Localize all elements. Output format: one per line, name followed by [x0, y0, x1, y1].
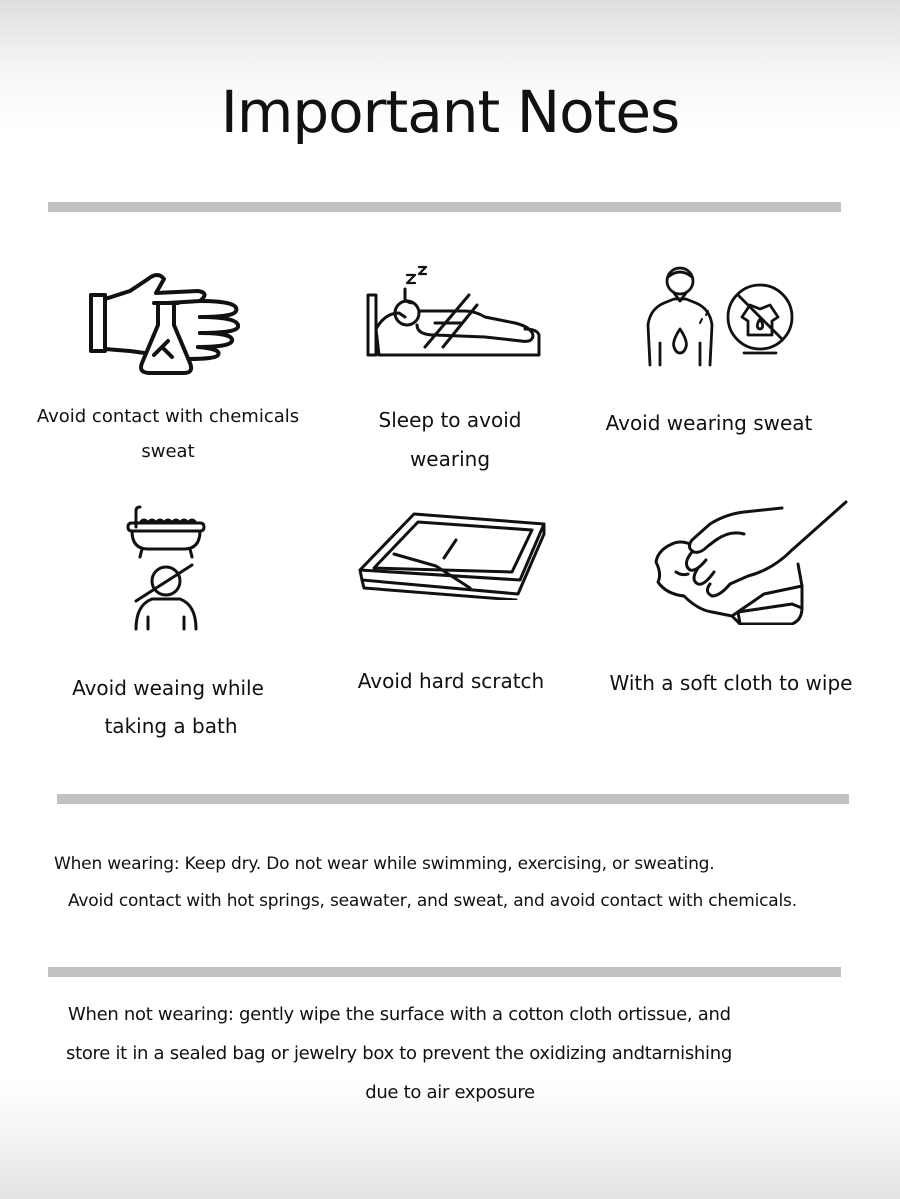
wearing-note-line2: Avoid contact with hot springs, seawater, and sweat, and avoid contact with chemicals.	[68, 891, 797, 911]
divider-bottom	[48, 967, 841, 977]
sweating-person-icon	[642, 265, 797, 367]
not-wearing-note-line3: due to air exposure	[365, 1082, 535, 1103]
not-wearing-note-line1: When not wearing: gently wipe the surface with a cotton cloth ortissue, and	[68, 1004, 731, 1025]
tip-sleep-line1: Sleep to avoid	[378, 408, 522, 432]
scratched-surface-icon	[358, 510, 548, 600]
tip-cloth-line1: With a soft cloth to wipe	[609, 671, 853, 695]
tip-bath-line2: taking a bath	[104, 714, 238, 738]
tip-sweat-line1: Avoid wearing sweat	[605, 411, 813, 435]
tip-bath-line1: Avoid weaing while	[72, 676, 264, 700]
tip-scratch-line1: Avoid hard scratch	[357, 669, 545, 693]
not-wearing-note-line2: store it in a sealed bag or jewelry box to prevent the oxidizing andtarnishing	[66, 1043, 732, 1064]
tip-chemicals-line1: Avoid contact with chemicals	[36, 406, 300, 427]
divider-middle	[57, 794, 849, 804]
tip-sleep-line2: wearing	[409, 447, 491, 471]
hand-wiping-cloth-icon	[652, 500, 848, 625]
divider-top	[48, 202, 841, 212]
sleeping-person-icon	[365, 265, 543, 360]
page-title: Important Notes	[220, 78, 680, 146]
wearing-note-line1: When wearing: Keep dry. Do not wear while swimming, exercising, or sweating.	[54, 854, 715, 874]
tip-chemicals-line2: sweat	[141, 441, 195, 462]
hand-chemical-flask-icon	[88, 265, 248, 377]
bathtub-person-icon	[126, 505, 206, 631]
